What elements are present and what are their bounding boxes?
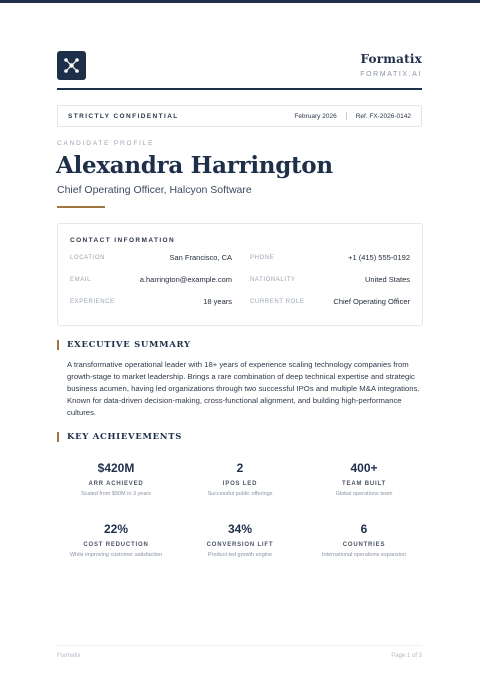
contact-value: San Francisco, CA bbox=[169, 253, 232, 262]
contact-card bbox=[57, 223, 423, 326]
document-date: February 2026 bbox=[294, 112, 337, 120]
candidate-name: Alexandra Harrington bbox=[56, 152, 333, 179]
achievements-heading: KEY ACHIEVEMENTS bbox=[67, 432, 183, 442]
contact-key: NATIONALITY bbox=[250, 277, 296, 283]
classification-label: STRICTLY CONFIDENTIAL bbox=[68, 112, 179, 120]
achievement-value: 34% bbox=[227, 522, 253, 536]
section-marker bbox=[57, 432, 59, 442]
achievement-label: COST REDUCTION bbox=[83, 542, 149, 548]
contact-value: Chief Operating Officer bbox=[333, 297, 410, 306]
section-marker bbox=[57, 340, 59, 350]
accent-rule bbox=[57, 206, 105, 208]
achievement-note: International operations expansion bbox=[321, 552, 407, 558]
contact-value: United States bbox=[364, 275, 410, 284]
contact-key: CURRENT ROLE bbox=[250, 299, 305, 305]
achievement-item bbox=[304, 522, 424, 558]
footer-divider bbox=[57, 645, 422, 646]
top-accent-bar bbox=[0, 0, 480, 3]
achievement-label: IPOS LED bbox=[222, 481, 258, 487]
achievement-value: 400+ bbox=[350, 461, 378, 475]
achievement-item bbox=[180, 522, 300, 558]
achievement-item bbox=[180, 461, 300, 497]
achievement-note: Successful public offerings bbox=[207, 491, 273, 497]
summary-text: A transformative operational leader with 18+ years of experience scaling technology companies from growth-stage to market leadership. Brings a rare combination of deep technical expertise and strategic business acumen, having led organizations through two successful IPOs and multiple M&A integrations. Known for data-driven decision-making, cross-functional alignment, and building high-performance cultures. bbox=[67, 360, 420, 418]
confidential-banner bbox=[57, 105, 422, 127]
achievement-note: Scaled from $90M in 3 years bbox=[80, 491, 151, 497]
contact-row bbox=[70, 297, 410, 309]
achievement-item bbox=[56, 522, 176, 558]
achievement-value: $420M bbox=[97, 461, 135, 475]
contact-value: 18 years bbox=[203, 297, 232, 306]
achievement-item bbox=[56, 461, 176, 497]
contact-value: a.harrington@example.com bbox=[139, 275, 232, 284]
contact-key: PHONE bbox=[250, 255, 275, 261]
achievement-note: While improving customer satisfaction bbox=[69, 552, 163, 558]
contact-key: EXPERIENCE bbox=[70, 299, 115, 305]
contact-row bbox=[70, 253, 410, 265]
brand-name: Formatix bbox=[360, 52, 422, 66]
contact-heading: CONTACT INFORMATION bbox=[70, 237, 176, 244]
achievement-label: CONVERSION LIFT bbox=[206, 542, 274, 548]
summary-heading: EXECUTIVE SUMMARY bbox=[67, 340, 191, 350]
candidate-title: Chief Operating Officer, Halcyon Software bbox=[57, 184, 252, 196]
page-number: Page 1 of 3 bbox=[391, 653, 422, 659]
achievement-value: 6 bbox=[360, 522, 368, 536]
contact-key: LOCATION bbox=[70, 255, 106, 261]
brand-subtitle: FORMATIX.AI bbox=[360, 71, 422, 78]
summary-section-header bbox=[57, 340, 191, 350]
achievement-value: 22% bbox=[103, 522, 129, 536]
achievement-label: COUNTRIES bbox=[342, 542, 386, 548]
achievements-section-header bbox=[57, 432, 182, 442]
footer-brand: Formatix bbox=[57, 653, 81, 659]
network-nodes-icon bbox=[57, 51, 86, 80]
banner-separator bbox=[346, 112, 347, 120]
profile-kicker: CANDIDATE PROFILE bbox=[57, 140, 155, 147]
achievement-note: Product-led growth engine bbox=[207, 552, 273, 558]
brand-block bbox=[360, 52, 422, 78]
reference-number: Ref. FX-2026-0142 bbox=[355, 112, 411, 120]
logo bbox=[57, 51, 86, 80]
contact-row bbox=[70, 275, 410, 287]
contact-value: +1 (415) 555-0192 bbox=[348, 253, 410, 262]
contact-key: EMAIL bbox=[70, 277, 92, 283]
achievement-note: Global operations team bbox=[335, 491, 393, 497]
achievement-item bbox=[304, 461, 424, 497]
header-divider bbox=[57, 88, 422, 90]
achievement-value: 2 bbox=[236, 461, 244, 475]
achievement-label: ARR ACHIEVED bbox=[88, 481, 144, 487]
achievement-label: TEAM BUILT bbox=[342, 481, 386, 487]
